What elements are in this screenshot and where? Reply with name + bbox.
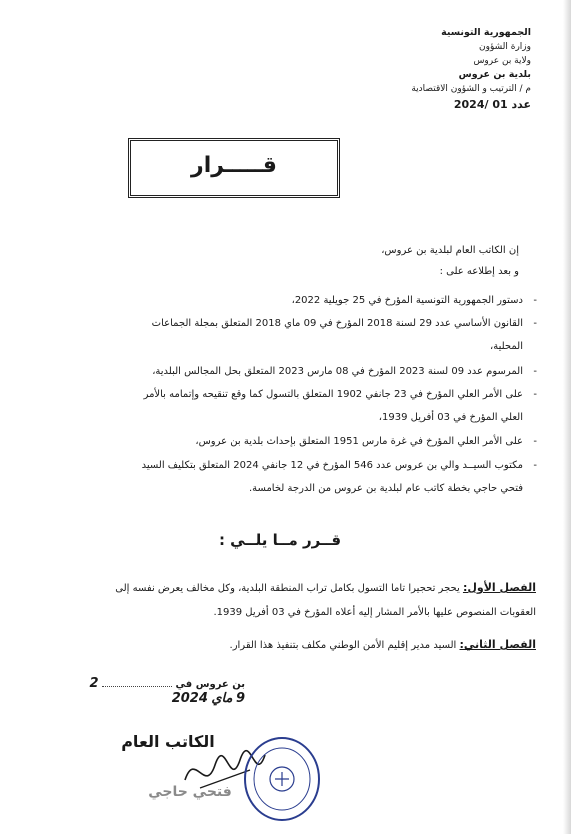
chapter-text: يحجر تحجيرا تاما التسول بكامل تراب المنطقة البلدية، وكل مخالف يعرض نفسه إلى (115, 583, 463, 594)
date-year: 2024 (171, 691, 208, 706)
governorate-name: ولاية بن عروس (473, 56, 531, 66)
official-stamp (242, 735, 322, 823)
reference-item: - القانون الأساسي عدد 29 لسنة 2018 المؤرخ في 09 ماي 2018 المتعلق بمجلة الجماعات المحلية، (151, 318, 537, 352)
department-name: م / الترتيب و الشؤون الاقتصادية (411, 84, 531, 94)
faded-signatory (130, 785, 250, 799)
chapter-label: الفصل الثاني: (459, 638, 536, 651)
signing-date (85, 676, 245, 706)
reference-item: - على الأمر العلي المؤرخ في 23 جانفي 1902 المتعلق بالتسول كما وقع تنقيحه وإتمامه بالأمر العلي المؤرخ في 03 أفريل 1939، (143, 389, 537, 423)
reference-item: - دستور الجمهورية التونسية المؤرخ في 25 جويلية 2022، (291, 295, 537, 306)
reference-item: - المرسوم عدد 09 لسنة 2023 المؤرخ في 08 مارس 2023 المتعلق بحل المجالس البلدية، (152, 366, 537, 377)
document-title: قـــــرار (191, 153, 277, 178)
chapter-label: الفصل الأول: (462, 581, 536, 594)
faded-name: فتحي حاجي (148, 784, 232, 800)
republic-name: الجمهورية التونسية (441, 27, 531, 38)
chapter-text: السيد مدير إقليم الأمن الوطني مكلف بتنفيذ هذا القرار. (229, 640, 460, 651)
chapter-1 (31, 576, 536, 625)
decision-heading: قــرر مــا يلــي : (218, 531, 342, 549)
reference-item: - على الأمر العلي المؤرخ في غرة مارس 1951 المتعلق بإحداث بلدية بن عروس، (195, 436, 537, 447)
date-month: ماي (211, 691, 233, 706)
municipality-name: بلدية بن عروس (458, 69, 531, 80)
chapter-2 (31, 633, 536, 658)
signing-place: بن عروس في (175, 679, 245, 690)
preamble-line-1: إن الكاتب العام لبلدية بن عروس، (381, 245, 519, 256)
date-dots (102, 686, 172, 687)
reference-item: - مكتوب السيــد والي بن عروس عدد 546 المؤرخ في 12 جانفي 2024 المتعلق بتكليف السيد فتحي حاجي بخطة كاتب عام لبلدية بن عروس من الدرجة لخامسة. (141, 460, 537, 494)
title-box (128, 138, 340, 198)
date-day: 2 9 (89, 676, 245, 706)
chapter-text-continued: العقوبات المنصوص عليها بالأمر المشار إليه أعلاه المؤرخ في 03 أفريل 1939. (213, 607, 536, 618)
signatory-title: الكاتب العام (121, 732, 215, 751)
letterhead (331, 26, 531, 112)
reference-number: عدد 01 /2024 (453, 98, 531, 111)
scan-edge (563, 0, 571, 834)
ministry-name: وزارة الشؤون (479, 42, 531, 52)
preamble-line-2: و بعد إطلاعه على : (439, 266, 519, 277)
